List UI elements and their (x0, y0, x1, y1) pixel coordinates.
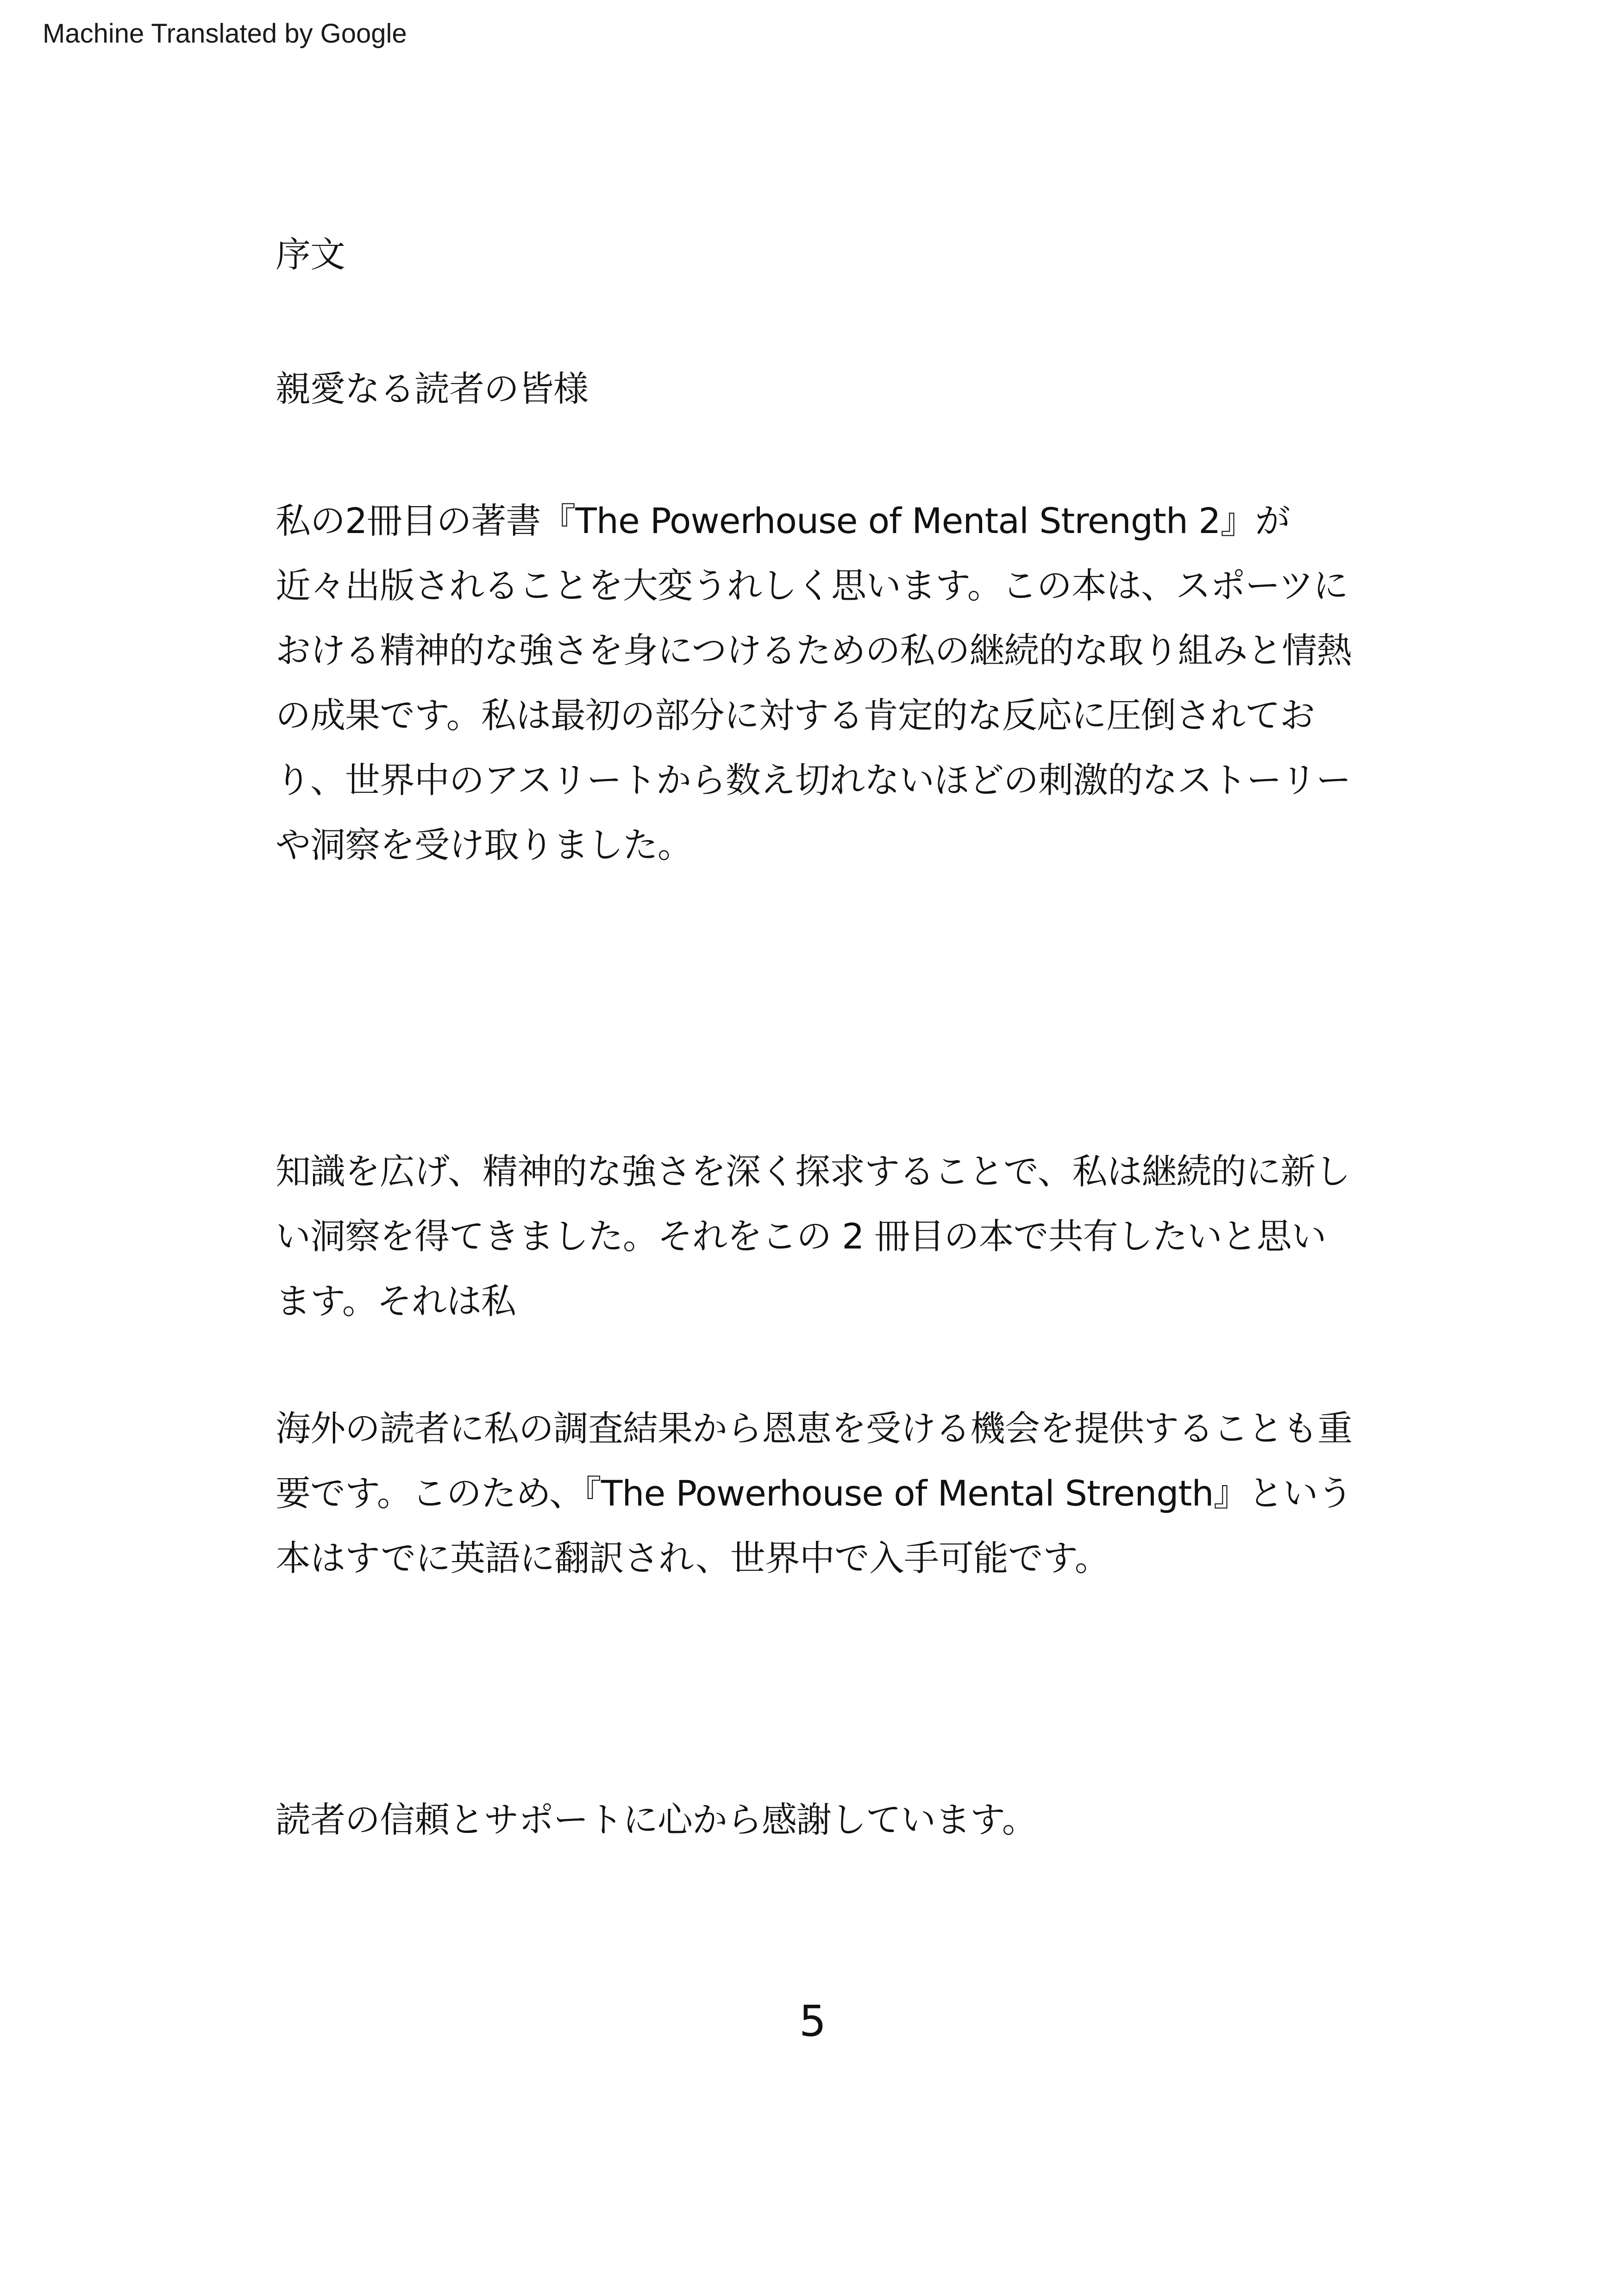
machine-translation-banner: Machine Translated by Google (43, 19, 407, 49)
paragraph-4: 読者の信頼とサポートに心から感謝しています。 (276, 1799, 1037, 1840)
document-page (276, 0, 1354, 2296)
page-number: 5 (799, 1996, 827, 2046)
paragraph-3: 海外の読者に私の調査結果から恩恵を受ける機会を提供することも重要です。このため、『The Powerhouse of Mental Strength』という本はすでに英語に翻訳され、世界中で入手可能です。 (276, 1408, 1353, 1579)
salutation: 親愛なる読者の皆様 (276, 368, 588, 409)
paragraph-2: 知識を広げ、精神的な強さを深く探求することで、私は継続的に新しい洞察を得てきました。それをこの 2 冊目の本で共有したいと思います。それは私 (276, 1151, 1350, 1322)
paragraph-1: 私の2冊目の著書『The Powerhouse of Mental Strength 2』が近々出版されることを大変うれしく思います。この本は、スポーツにおける精神的な強さを身につけるための私の継続的な取り組みと情熱の成果です。私は最初の部分に対する肯定的な反応に圧倒されており、世界中のアスリートから数え切れないほどの刺激的なストーリーや洞察を受け取りました。 (276, 500, 1352, 866)
section-heading: 序文 (276, 234, 345, 275)
